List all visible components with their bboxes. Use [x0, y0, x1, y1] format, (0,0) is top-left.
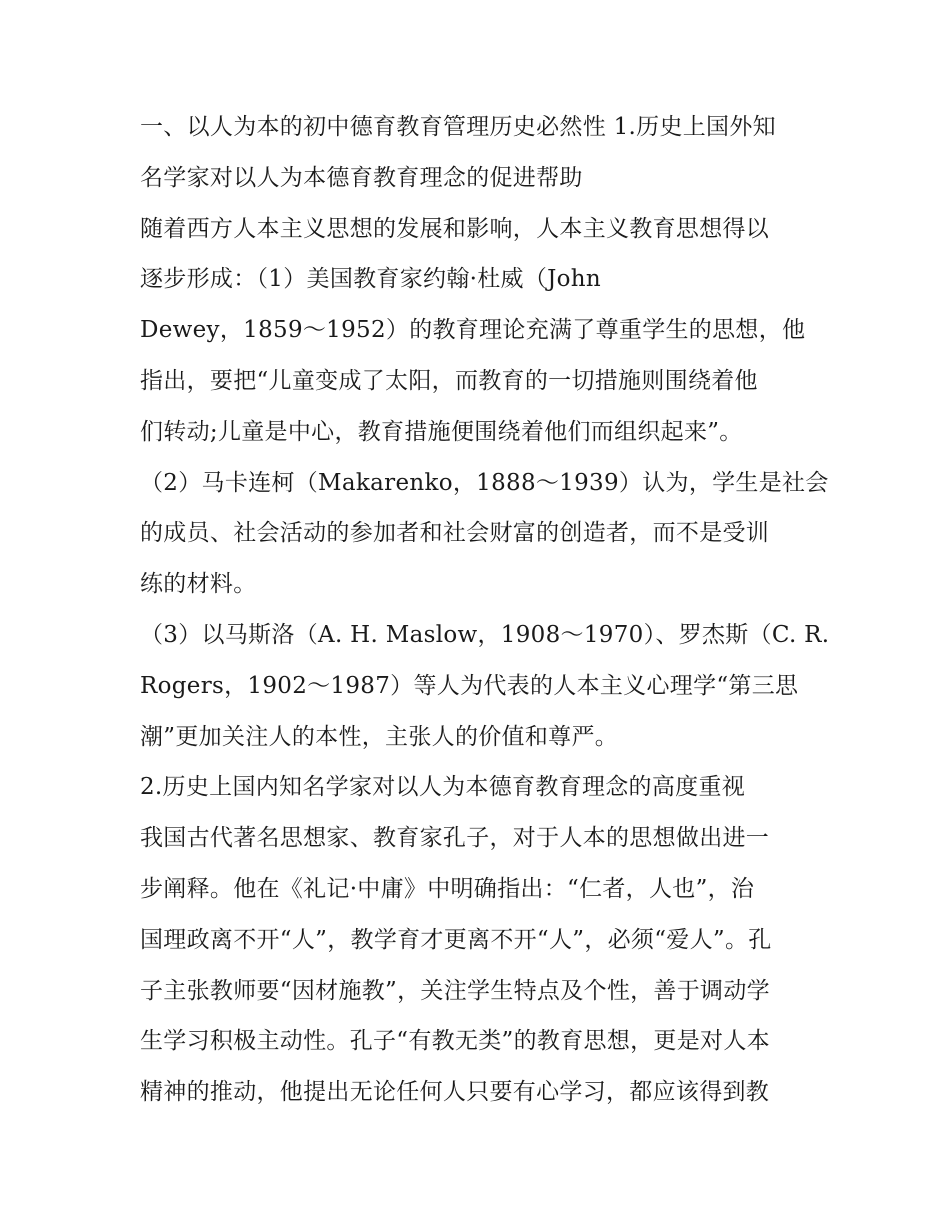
text-line: 名学家对以人为本德育教育理念的促进帮助 [140, 164, 583, 191]
text-line: 指出，要把“儿童变成了太阳，而教育的一切措施则围绕着他 [140, 367, 758, 394]
text-line: 练的材料。 [140, 571, 257, 598]
text-line: 们转动;儿童是中心，教育措施便围绕着他们而组织起来”。 [140, 418, 743, 445]
text-line: 潮”更加关注人的本性，主张人的价值和尊严。 [140, 723, 619, 750]
text-line: 精神的推动，他提出无论任何人只要有心学习，都应该得到教 [140, 1079, 770, 1106]
text-line: 子主张教师要“因材施教”，关注学生特点及个性，善于调动学 [140, 977, 770, 1004]
text-line: 2.历史上国内知名学家对以人为本德育教育理念的高度重视 [140, 774, 746, 801]
text-line: 的成员、社会活动的参加者和社会财富的创造者，而不是受训 [140, 520, 770, 547]
text-line: （2）马卡连柯（Makarenko，1888～1939）认为，学生是社会 [140, 469, 829, 496]
text-line: 生学习积极主动性。孔子“有教无类”的教育思想，更是对人本 [140, 1028, 770, 1055]
text-line: 逐步形成：（1）美国教育家约翰·杜威（John [140, 266, 602, 293]
text-line: 我国古代著名思想家、教育家孔子，对于人本的思想做出进一 [140, 825, 770, 852]
text-line: 步阐释。他在《礼记·中庸》中明确指出：“仁者，人也”，治 [140, 875, 755, 902]
text-line: 随着西方人本主义思想的发展和影响，人本主义教育思想得以 [140, 215, 770, 242]
text-line: Rogers，1902～1987）等人为代表的人本主义心理学“第三思 [140, 672, 799, 699]
body-text [140, 102, 830, 1118]
text-line: 一、以人为本的初中德育教育管理历史必然性 1.历史上国外知 [140, 114, 776, 140]
text-line: （3）以马斯洛（A. H. Maslow，1908～1970）、罗杰斯（C. R. [140, 621, 830, 648]
text-line: 国理政离不开“人”，教学育才更离不开“人”，必须“爱人”。孔 [140, 926, 772, 953]
text-line: Dewey，1859～1952）的教育理论充满了尊重学生的思想，他 [140, 317, 806, 344]
